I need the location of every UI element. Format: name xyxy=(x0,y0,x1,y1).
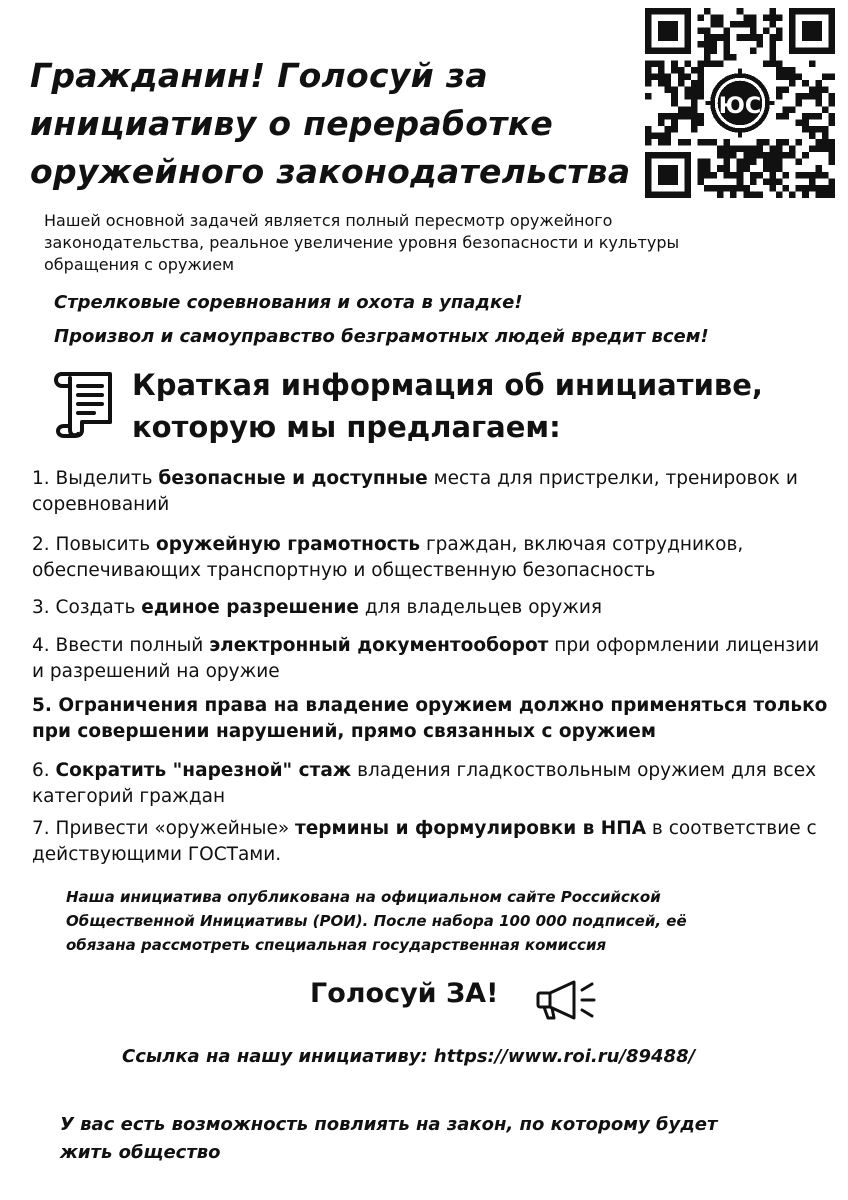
initiative-heading xyxy=(132,364,832,448)
title-line-3: оружейного законодательства xyxy=(30,152,631,191)
note-line-2: Общественной Инициативы (РОИ). После набора 100 000 подписей, её xyxy=(66,912,687,930)
list-item: 1. Выделить безопасные и доступные места для пристрелки, тренировок и соревнований xyxy=(32,468,798,515)
closing-line-1: У вас есть возможность повлиять на закон, по которому будет xyxy=(60,1114,718,1135)
publication-note xyxy=(66,885,806,957)
page-title xyxy=(30,52,640,196)
intro-paragraph xyxy=(44,210,804,276)
document-scroll-icon xyxy=(48,368,118,440)
list-item: 7. Привести «оружейные» термины и формулировки в НПА в соответствие с действующими ГОСТами. xyxy=(32,818,817,865)
megaphone-icon xyxy=(532,978,604,1024)
intro-line-3: обращения с оружием xyxy=(44,255,235,274)
list-item: 5. Ограничения права на владение оружием должно применяться только при совершении нарушений, прямо связанных с оружием xyxy=(32,695,828,742)
list-item: 3. Создать единое разрешение для владельцев оружия xyxy=(32,597,603,618)
slogan-1: Стрелковые соревнования и охота в упадке! xyxy=(54,292,523,313)
intro-line-1: Нашей основной задачей является полный пересмотр оружейного xyxy=(44,211,613,230)
heading-line-2: которую мы предлагаем: xyxy=(132,410,561,444)
qr-logo-text: ЮС xyxy=(718,92,762,119)
heading-line-1: Краткая информация об инициативе, xyxy=(132,368,763,402)
title-line-2: инициативу о переработке xyxy=(30,104,554,143)
slogan-2: Произвол и самоуправство безграмотных людей вредит всем! xyxy=(54,326,709,347)
list-item: 2. Повысить оружейную грамотность граждан, включая сотрудников, обеспечивающих транспортную и общественную безопасность xyxy=(32,534,744,581)
list-item: 4. Ввести полный электронный документооборот при оформлении лицензии и разрешений на оружие xyxy=(32,635,820,682)
note-line-1: Наша инициатива опубликована на официальном сайте Российской xyxy=(66,888,661,906)
intro-line-2: законодательства, реальное увеличение уровня безопасности и культуры xyxy=(44,233,680,252)
closing-text xyxy=(60,1111,830,1167)
list-item: 6. Сократить "нарезной" стаж владения гладкоствольным оружием для всех категорий граждан xyxy=(32,760,817,807)
qr-code-icon[interactable] xyxy=(645,8,835,198)
title-line-1: Гражданин! Голосуй за xyxy=(30,56,488,95)
closing-line-2: жить общество xyxy=(60,1142,221,1163)
note-line-3: обязана рассмотреть специальная государственная комиссия xyxy=(66,936,607,954)
vote-label: Голосуй ЗА! xyxy=(310,978,499,1009)
initiative-link[interactable]: Ссылка на нашу инициативу: https://www.roi.ru/89488/ xyxy=(122,1046,696,1067)
